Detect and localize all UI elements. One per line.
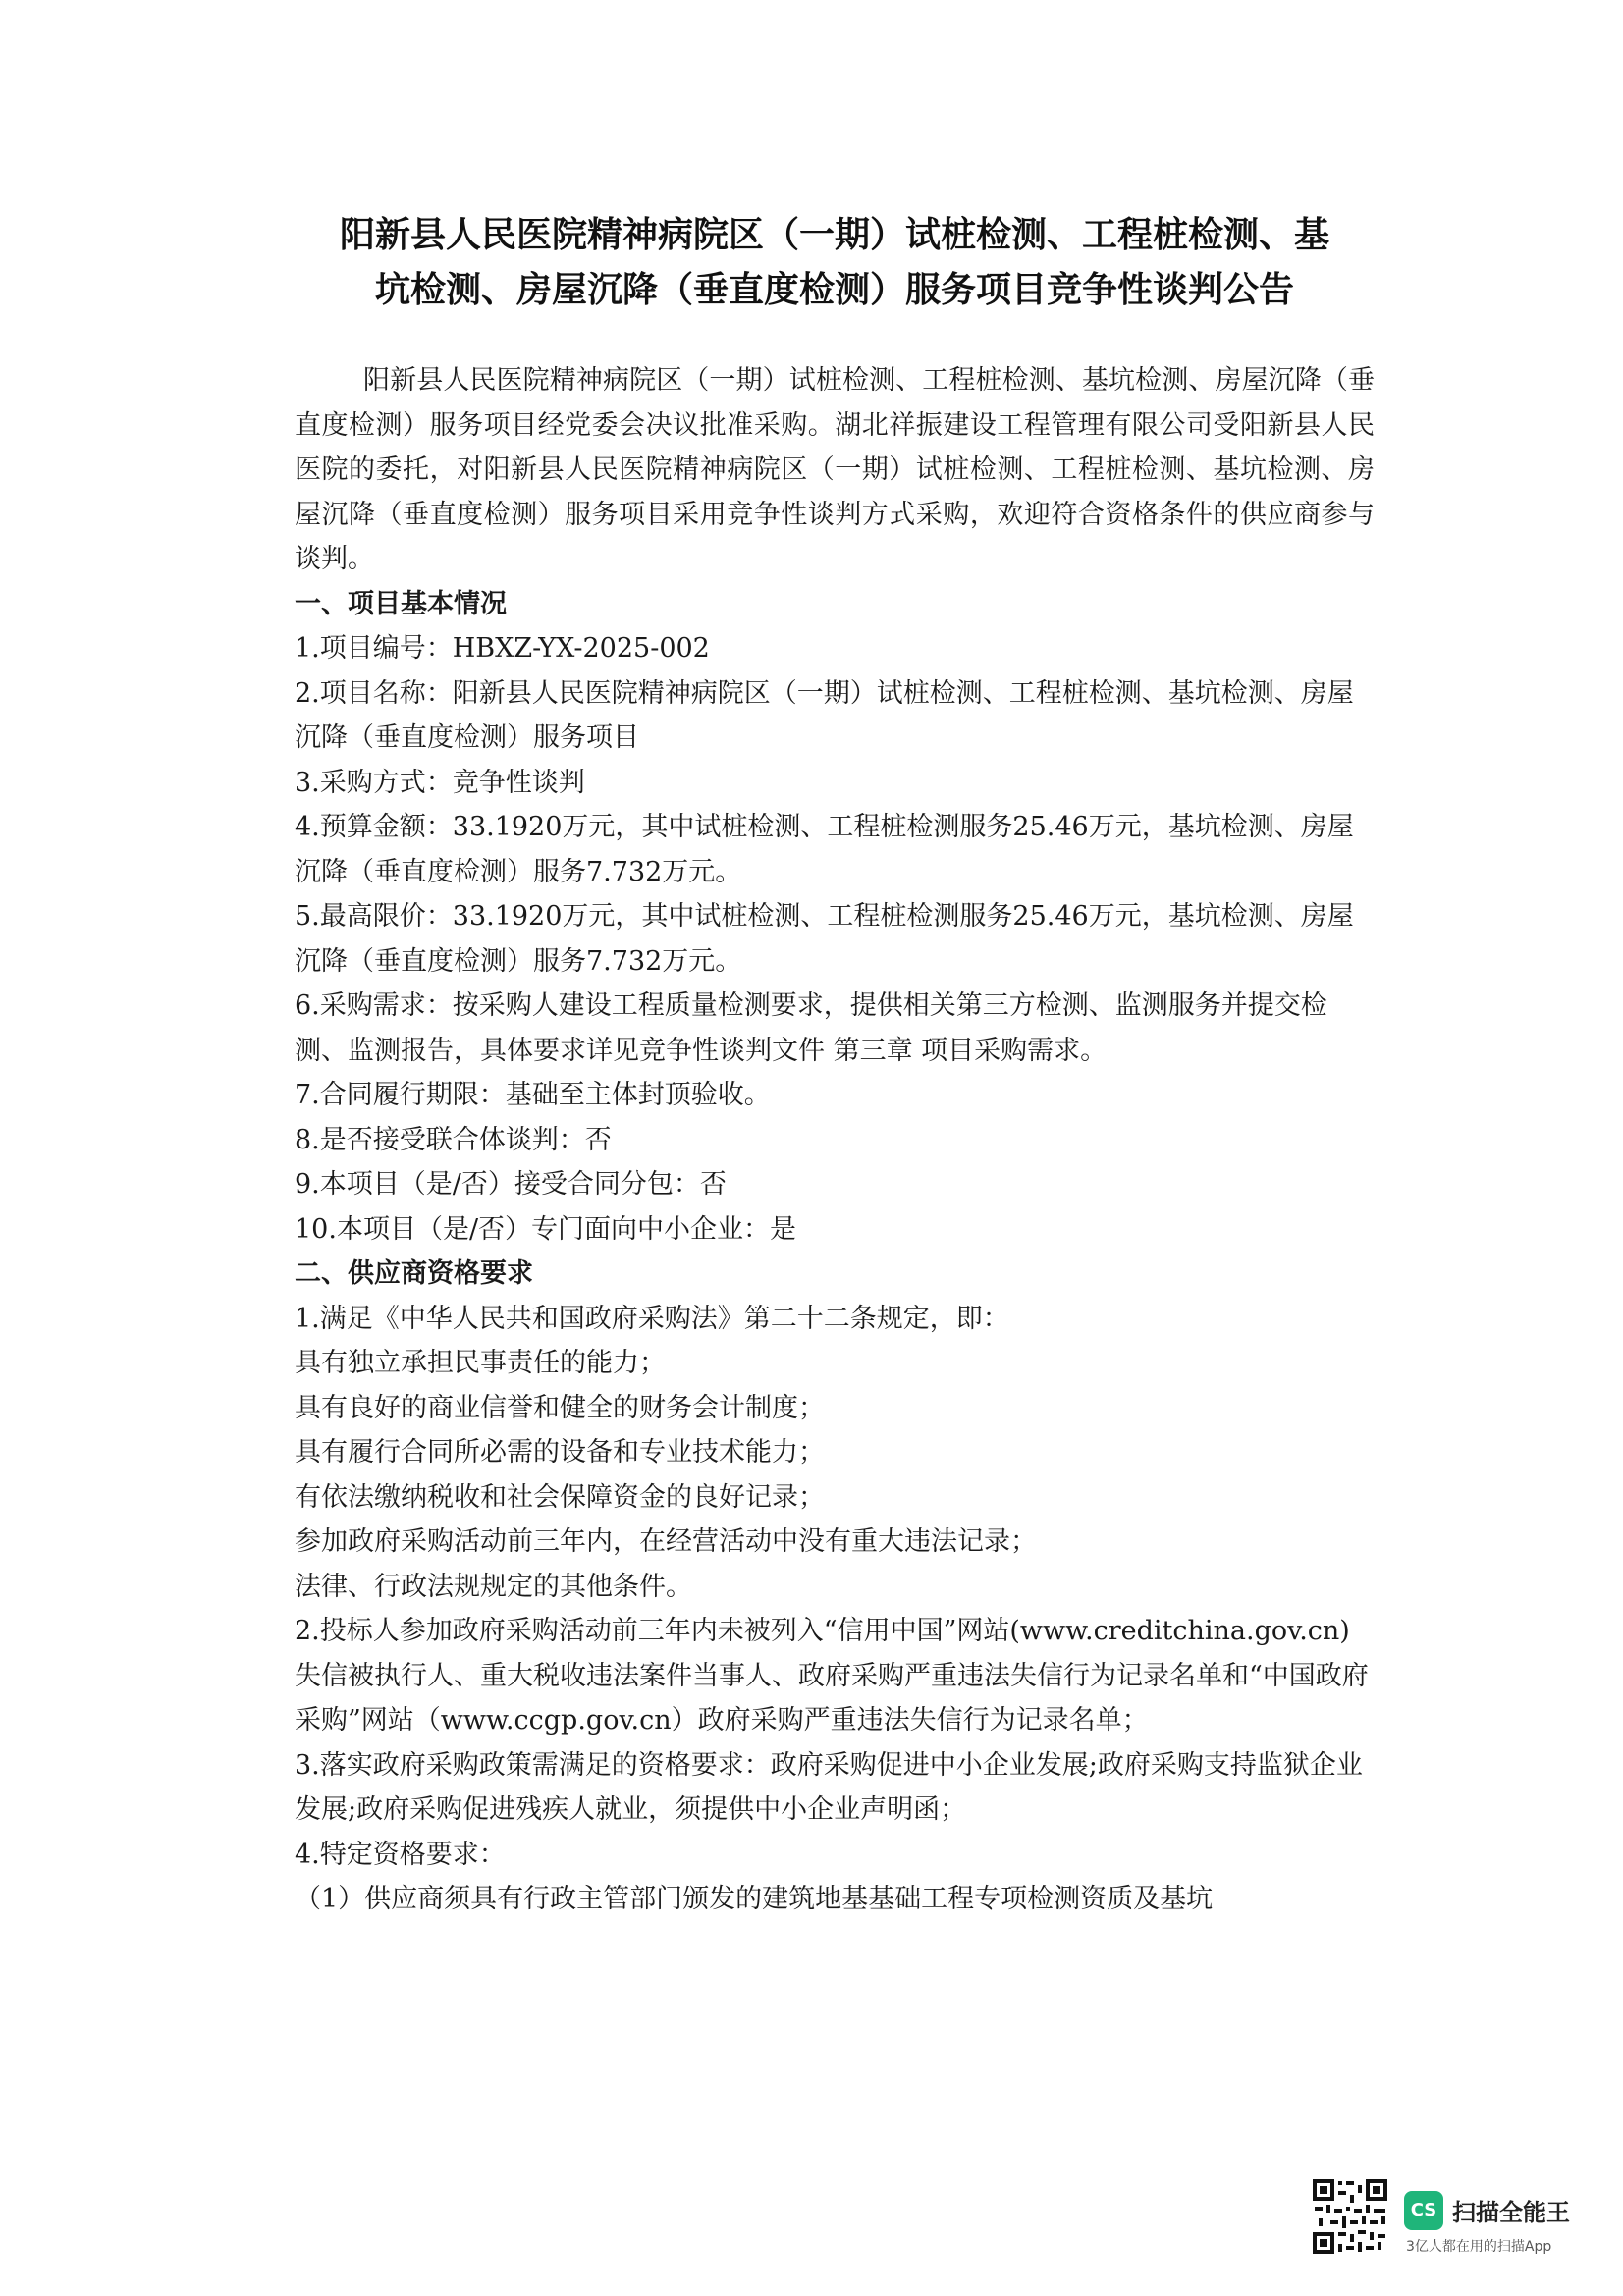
list-item: 2.项目名称：阳新县人民医院精神病院区（一期）试桩检测、工程桩检测、基坑检测、房屋沉降（垂直度检测）服务项目 [295,677,1354,753]
document-title [285,208,1384,318]
list-item: 5.最高限价：33.1920万元，其中试桩检测、工程桩检测服务25.46万元，基坑检测、房屋沉降（垂直度检测）服务7.732万元。 [295,901,1354,977]
app-name: 扫描全能王 [1452,2199,1570,2226]
list-item: 9.本项目（是/否）接受合同分包：否 [295,1169,727,1200]
list-item: 3.落实政府采购政策需满足的资格要求：政府采购促进中小企业发展;政府采购支持监狱企业发展;政府采购促进残疾人就业，须提供中小企业声明函； [295,1749,1363,1825]
list-item: （1）供应商须具有行政主管部门颁发的建筑地基基础工程专项检测资质及基坑 [295,1884,1214,1914]
list-item: 1.项目编号：HBXZ-YX-2025-002 [295,633,710,664]
intro-paragraph: 阳新县人民医院精神病院区（一期）试桩检测、工程桩检测、基坑检测、房屋沉降（垂直度检测）服务项目经党委会决议批准采购。湖北祥振建设工程管理有限公司受阳新县人民医院的委托，对阳新县人民医院精神病院区（一期）试桩检测、工程桩检测、基坑检测、房屋沉降（垂直度检测）服务项目采用竞争性谈判方式采购，欢迎符合资格条件的供应商参与谈判。 [295,365,1375,574]
list-item: 10.本项目（是/否）专门面向中小企业：是 [295,1213,797,1245]
camscanner-logo-icon: CS [1404,2191,1443,2230]
list-item: 参加政府采购活动前三年内，在经营活动中没有重大违法记录； [295,1526,1037,1557]
scanner-watermark [1311,2177,1605,2266]
list-item: 2.投标人参加政府采购活动前三年内未被列入“信用中国”网站(www.creditchina.gov.cn)失信被执行人、重大税收违法案件当事人、政府采购严重违法失信行为记录名单和“中国政府采购”网站（www.ccgp.gov.cn）政府采购严重违法失信行为记录名单； [295,1616,1369,1735]
list-item: 6.采购需求：按采购人建设工程质量检测要求，提供相关第三方检测、监测服务并提交检测、监测报告，具体要求详见竞争性谈判文件 第三章 项目采购需求。 [295,990,1327,1066]
list-item: 4.预算金额：33.1920万元，其中试桩检测、工程桩检测服务25.46万元，基坑检测、房屋沉降（垂直度检测）服务7.732万元。 [295,812,1354,887]
title-line-2: 坑检测、房屋沉降（垂直度检测）服务项目竞争性谈判公告 [374,270,1294,310]
list-item: 具有独立承担民事责任的能力； [295,1348,666,1378]
list-item: 3.采购方式：竞争性谈判 [295,767,585,798]
app-tagline: 3亿人都在用的扫描App [1406,2239,1552,2255]
list-item: 8.是否接受联合体谈判：否 [295,1124,612,1155]
section-heading-basic-info: 一、项目基本情况 [295,588,507,619]
list-item: 1.满足《中华人民共和国政府采购法》第二十二条规定，即： [295,1303,1009,1334]
list-item: 7.合同履行期限：基础至主体封顶验收。 [295,1080,771,1110]
list-item: 具有履行合同所必需的设备和专业技术能力； [295,1437,825,1468]
list-item: 有依法缴纳税收和社会保障资金的良好记录； [295,1481,825,1513]
title-line-1: 阳新县人民医院精神病院区（一期）试桩检测、工程桩检测、基 [339,215,1329,255]
section-heading-qualifications: 二、供应商资格要求 [295,1258,533,1289]
list-item: 具有良好的商业信誉和健全的财务会计制度； [295,1392,825,1423]
document-body [295,358,1375,1922]
qr-code-icon [1311,2177,1389,2256]
list-item: 法律、行政法规规定的其他条件。 [295,1571,692,1602]
list-item: 4.特定资格要求： [295,1839,506,1870]
